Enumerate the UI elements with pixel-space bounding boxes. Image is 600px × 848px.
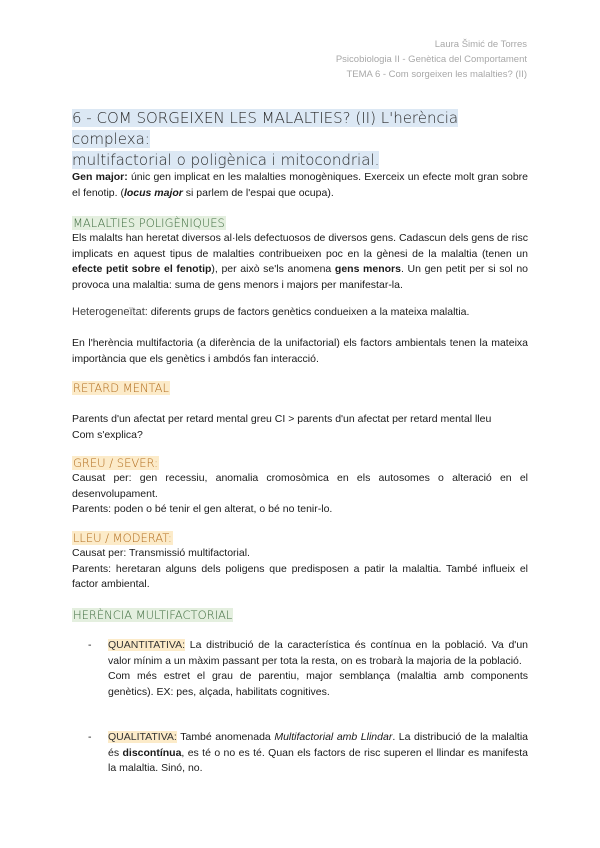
locus-major-term: locus major bbox=[123, 186, 183, 199]
section-heading-text: LLEU / MODERAT: bbox=[73, 531, 172, 545]
qualitativa-text-2: . La distribució de la malaltia és bbox=[108, 731, 529, 759]
page-title bbox=[72, 108, 532, 171]
discontinua-term: discontínua bbox=[122, 746, 182, 759]
section-heading-text: RETARD MENTAL bbox=[73, 381, 169, 395]
section-heading-retard bbox=[72, 381, 170, 396]
retard-line-2: Com s'explica? bbox=[72, 428, 143, 441]
poligeniques-text-2: ), per això se'ls anomena bbox=[211, 263, 335, 275]
efecte-petit-term: efecte petit sobre el fenotip bbox=[72, 263, 212, 275]
heterogeneitat-paragraph bbox=[72, 305, 528, 321]
gen-major-term: Gen major: bbox=[72, 171, 128, 183]
heterogeneitat-term: Heterogeneïtat: bbox=[72, 306, 148, 318]
multifactorial-llindar-term: Multifactorial amb Llindar bbox=[274, 731, 393, 743]
poligeniques-text-1: Els malalts han heretat diversos al·lels defectuosos de diversos gens. Cadascun dels gens de risc implicats en aquest tipus de malalties contribueixen poc en la gènesi de la malaltia (tenen un bbox=[72, 232, 528, 260]
gen-major-paragraph bbox=[72, 170, 528, 201]
header-course: Psicobiologia II - Genètica del Comportament bbox=[335, 54, 527, 65]
qualitativa-text-3: , es té o no es té. Quan els factors de risc superen el llindar es manifesta la malaltia. Sinó, no. bbox=[108, 746, 528, 774]
section-heading-greu bbox=[72, 456, 159, 471]
greu-paragraph bbox=[72, 471, 528, 518]
title-line-2: multifactorial o poligènica i mitocondrial. bbox=[72, 151, 380, 169]
section-heading-text: GREU / SEVER: bbox=[73, 456, 158, 470]
lleu-line-2: Parents: heretaran alguns dels poligens que predisposen a patir la malaltia. També influeix el factor ambiental. bbox=[72, 562, 528, 590]
gen-major-text-1: únic gen implicat en les malalties monogèniques. Exerceix un efecte molt gran sobre el fenotip. ( bbox=[72, 171, 528, 199]
qualitativa-text-1: També anomenada bbox=[176, 731, 275, 743]
section-heading-poligeniques bbox=[72, 216, 226, 231]
bullet-marker: - bbox=[88, 639, 92, 651]
header-author: Laura Šimić de Torres bbox=[434, 39, 527, 50]
gens-menors-term: gens menors bbox=[334, 263, 401, 275]
bullet-marker: - bbox=[88, 731, 92, 743]
greu-line-2: Parents: poden o bé tenir el gen alterat, o bé no tenir-lo. bbox=[72, 503, 333, 515]
lleu-paragraph bbox=[72, 546, 528, 593]
section-heading-herencia bbox=[72, 608, 233, 623]
quantitativa-item bbox=[108, 638, 528, 700]
gen-major-text-2: si parlem de l'espai que ocupa). bbox=[182, 186, 334, 199]
qualitativa-label: QUALITATIVA: bbox=[108, 731, 177, 743]
heterogeneitat-text: diferents grups de factors genètics condueixen a la mateixa malaltia. bbox=[147, 306, 470, 318]
section-heading-lleu bbox=[72, 531, 173, 546]
poligeniques-text-3: . Un gen petit per si sol no provoca una malaltia: suma de gens menors i majors per manifestar-la. bbox=[72, 263, 528, 291]
lleu-line-1: Causat per: Transmissió multifactorial. bbox=[72, 547, 250, 559]
section-heading-text: MALALTIES POLIGÈNIQUES bbox=[73, 216, 225, 230]
section-heading-text: HERÈNCIA MULTIFACTORIAL bbox=[73, 608, 233, 622]
multifactoria-paragraph: En l'herència multifactoria (a diferència de la unifactorial) els factors ambientals tenen la mateixa importància que els genètics i ambdós fan interacció. bbox=[72, 337, 528, 365]
quantitativa-label: QUANTITATIVA: bbox=[108, 639, 186, 651]
poligeniques-paragraph bbox=[72, 231, 528, 293]
title-line-1: 6 - COM SORGEIXEN LES MALALTIES? (II) L'herència complexa: bbox=[72, 109, 459, 148]
header-topic: TEMA 6 - Com sorgeixen les malalties? (II) bbox=[346, 69, 527, 80]
retard-line-1: Parents d'un afectat per retard mental greu CI > parents d'un afectat per retard mental lleu bbox=[72, 413, 492, 425]
quantitativa-text-2: Com més estret el grau de parentiu, major semblança (malaltia amb components genètics). EX: pes, alçada, habilitats cognitives. bbox=[108, 670, 528, 698]
retard-paragraph bbox=[72, 412, 528, 443]
qualitativa-item bbox=[108, 730, 528, 777]
quantitativa-text: La distribució de la característica és contínua en la població. Va d'un valor mínim a un màxim passant per tota la resta, on es trobarà la majoria de la població. bbox=[108, 639, 528, 667]
greu-line-1: Causat per: gen recessiu, anomalia cromosòmica en els autosomes o alteració en el desenvolupament. bbox=[72, 472, 528, 500]
